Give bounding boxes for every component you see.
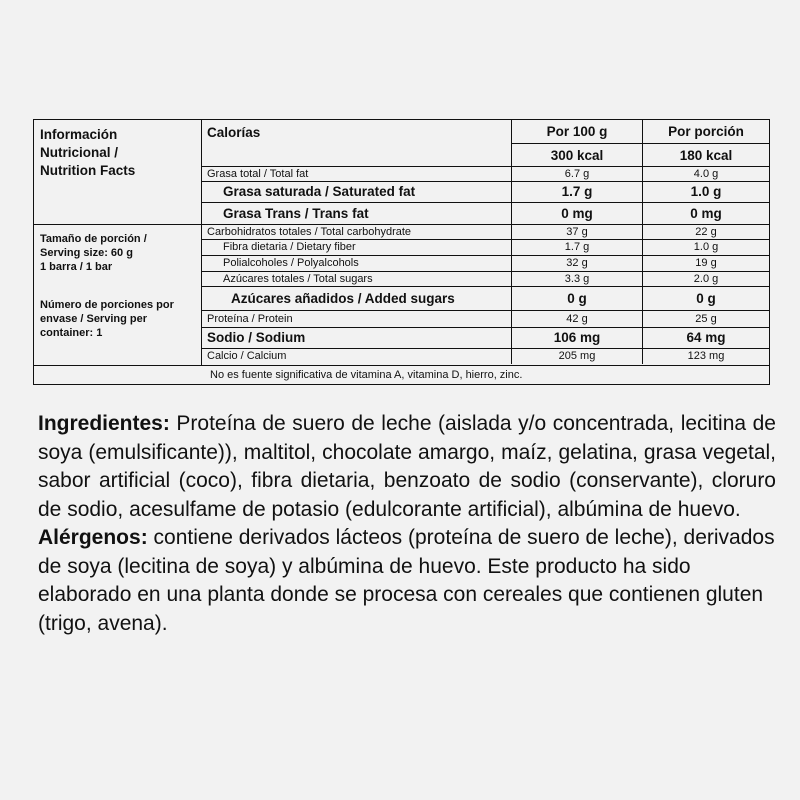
nutrient-label: Grasa Trans / Trans fat: [223, 205, 369, 221]
nutrient-label: Fibra dietaria / Dietary fiber: [223, 241, 356, 253]
calories-spacer: [201, 144, 511, 166]
calories-label: Calorías: [207, 125, 261, 140]
nutrient-row: [201, 239, 769, 256]
nutrition-footnote: No es fuente significativa de vitamina A, vitamina D, hierro, zinc.: [34, 365, 769, 384]
value-per-serving: 0 g: [642, 286, 769, 310]
title-line: Información: [40, 127, 118, 142]
nutrient-label: Grasa total / Total fat: [207, 167, 309, 180]
nutrition-left-column: [34, 120, 202, 365]
nutrient-row: [201, 310, 769, 328]
allergens-paragraph: [38, 524, 776, 638]
nutrition-title-box: [34, 120, 201, 225]
value-per-100g: 1.7 g: [511, 239, 642, 255]
ingredients-label: Ingredientes:: [38, 412, 170, 435]
value-per-serving: 25 g: [642, 310, 769, 327]
serving-size-info: [40, 232, 147, 274]
calories-per-serving: 180 kcal: [642, 144, 769, 166]
nutrient-row: [201, 166, 769, 182]
nutrition-title: [40, 126, 135, 180]
nutrient-label: Sodio / Sodium: [207, 330, 306, 345]
nutrient-label: Calcio / Calcium: [207, 350, 287, 362]
value-per-serving: 0 mg: [642, 202, 769, 224]
col-per-serving-header: Por porción: [642, 120, 769, 144]
header-row: [201, 120, 769, 144]
col-per-100g-header: Por 100 g: [511, 120, 642, 144]
nutrient-row: [201, 286, 769, 311]
value-per-serving: 64 mg: [642, 327, 769, 348]
ingredients-text: Proteína de suero de leche (aislada y/o concentrada, lecitina de soya (emulsificante)), maltitol, chocolate amargo, maíz, gelatina, grasa vegetal, sabor artificial (coco), fibra dietaria, benzoato de sodio (conservante), cloruro de sodio, acesulfame de potasio (edulcorante artificial), albúmina de huevo.: [38, 412, 776, 521]
calories-per-100g: 300 kcal: [511, 144, 642, 166]
value-per-serving: 1.0 g: [642, 239, 769, 255]
nutrient-row: [201, 255, 769, 272]
nutrient-row: [201, 327, 769, 349]
title-line: Nutrition Facts: [40, 163, 136, 178]
ingredients-section: [38, 410, 776, 638]
serving-line: 1 barra / 1 bar: [40, 261, 113, 273]
nutrient-label: Proteína / Protein: [207, 312, 293, 325]
servings-line: container: 1: [40, 327, 103, 339]
value-per-100g: 32 g: [511, 255, 642, 271]
nutrient-row: [201, 224, 769, 240]
nutrient-label: Grasa saturada / Saturated fat: [223, 184, 416, 199]
title-line: Nutricional /: [40, 145, 119, 160]
allergens-text: contiene derivados lácteos (proteína de suero de leche), derivados de soya (lecitina de soya) y albúmina de huevo. Este producto ha sido elaborado en una planta donde se procesa con cereales que contienen gluten (trigo, avena).: [38, 526, 775, 635]
nutrient-row: [201, 271, 769, 287]
nutrient-label: Azúcares totales / Total sugars: [223, 272, 373, 285]
value-per-100g: 1.7 g: [511, 181, 642, 202]
value-per-100g: 37 g: [511, 224, 642, 239]
serving-line: Tamaño de porción /: [40, 233, 147, 245]
nutrient-row: [201, 202, 769, 225]
value-per-100g: 3.3 g: [511, 271, 642, 286]
nutrition-grid: [201, 120, 769, 365]
value-per-serving: 123 mg: [642, 348, 769, 364]
nutrient-row: [201, 348, 769, 364]
value-per-100g: 0 g: [511, 286, 642, 310]
ingredients-paragraph: [38, 410, 776, 524]
nutrient-label: Azúcares añadidos / Added sugars: [231, 290, 455, 306]
value-per-serving: 2.0 g: [642, 271, 769, 286]
nutrition-facts-table: [33, 119, 770, 385]
servings-line: Número de porciones por: [40, 299, 174, 311]
servings-line: envase / Serving per: [40, 313, 147, 325]
value-per-100g: 6.7 g: [511, 166, 642, 181]
calories-row: [201, 144, 769, 167]
value-per-100g: 0 mg: [511, 202, 642, 224]
serving-line: Serving size: 60 g: [40, 247, 133, 259]
servings-per-container-info: [40, 298, 174, 340]
nutrient-row: [201, 181, 769, 203]
value-per-serving: 19 g: [642, 255, 769, 271]
allergens-label: Alérgenos:: [38, 526, 148, 549]
value-per-100g: 106 mg: [511, 327, 642, 348]
nutrient-label: Carbohidratos totales / Total carbohydrate: [207, 225, 412, 238]
value-per-serving: 1.0 g: [642, 181, 769, 202]
value-per-serving: 22 g: [642, 224, 769, 239]
value-per-100g: 205 mg: [511, 348, 642, 364]
nutrient-label: Polialcoholes / Polyalcohols: [223, 257, 359, 269]
value-per-serving: 4.0 g: [642, 166, 769, 181]
value-per-100g: 42 g: [511, 310, 642, 327]
